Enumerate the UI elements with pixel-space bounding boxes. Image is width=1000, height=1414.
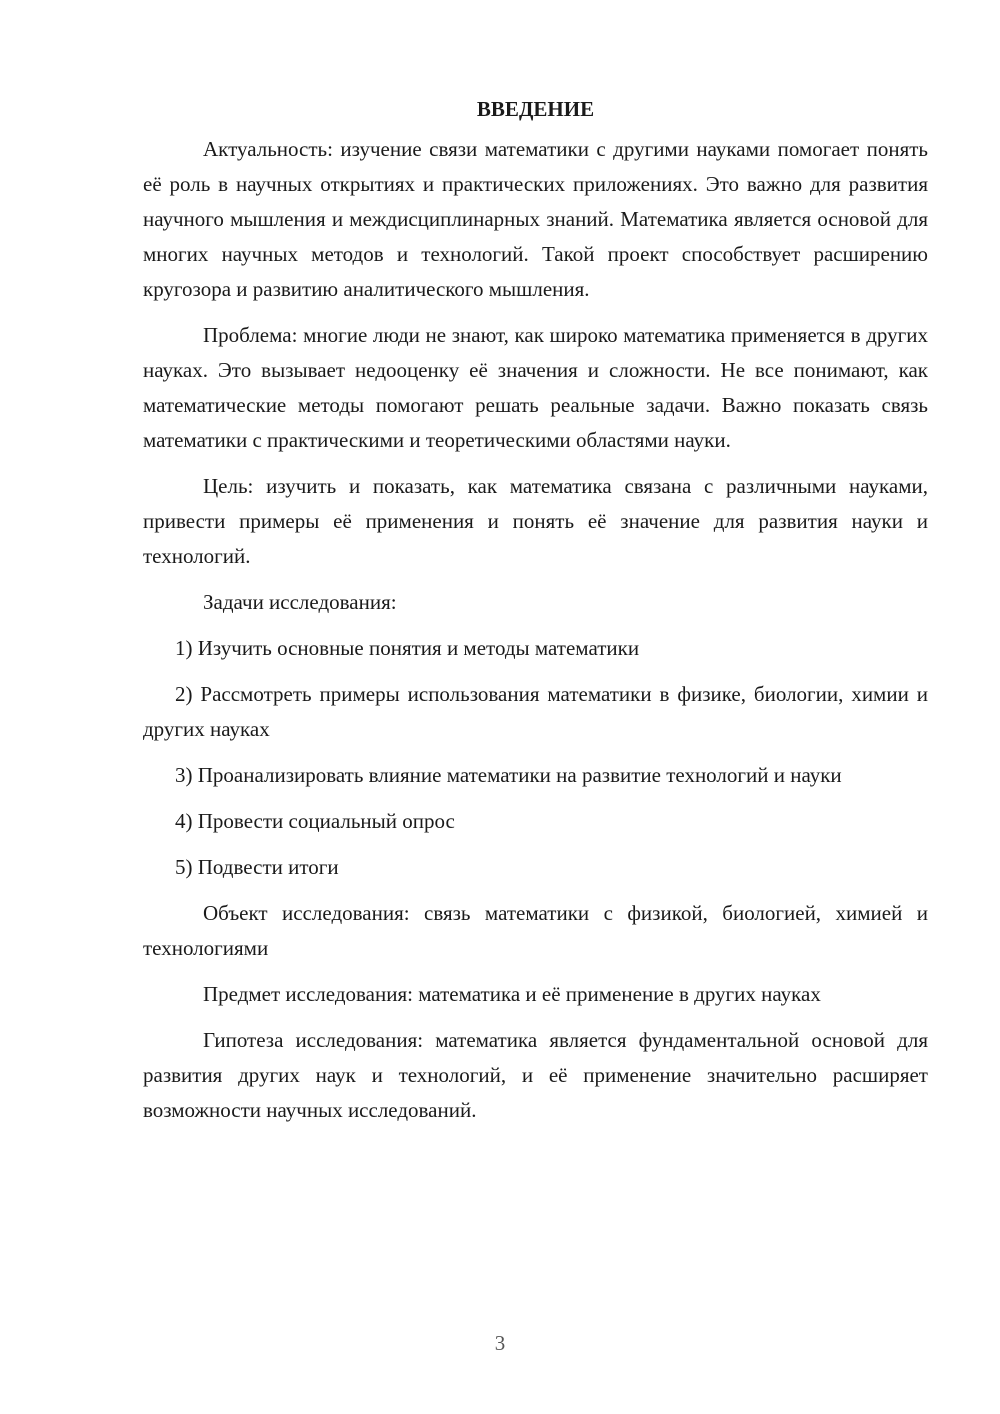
paragraph-subject: Предмет исследования: математика и её применение в других науках — [203, 982, 821, 1006]
document-page — [143, 92, 928, 1128]
tasks-list — [143, 631, 928, 885]
list-item: 2) Рассмотреть примеры использования математики в физике, биологии, химии и других науках — [143, 682, 928, 741]
tasks-heading: Задачи исследования: — [203, 590, 397, 614]
paragraph-goal: Цель: изучить и показать, как математика связана с различными науками, привести примеры её применения и понять её значение для развития науки и технологий. — [143, 474, 928, 568]
paragraph-hypothesis: Гипотеза исследования: математика является фундаментальной основой для развития других наук и технологий, и её применение значительно расширяет возможности научных исследований. — [143, 1028, 928, 1122]
list-item: 1) Изучить основные понятия и методы математики — [175, 636, 640, 660]
list-item: 4) Провести социальный опрос — [175, 809, 455, 833]
section-title: ВВЕДЕНИЕ — [476, 97, 595, 121]
list-item: 3) Проанализировать влияние математики на развитие технологий и науки — [175, 763, 842, 787]
paragraph-problem: Проблема: многие люди не знают, как широко математика применяется в других науках. Это вызывает недооценку её значения и сложности. Не все понимают, как математические методы помогают решать реальные задачи. Важно показать связь математики с практическими и теоретическими областями науки. — [143, 323, 928, 452]
paragraph-relevance: Актуальность: изучение связи математики с другими науками помогает понять её роль в научных открытиях и практических приложениях. Это важно для развития научного мышления и междисциплинарных знаний. Математика является основой для многих научных методов и технологий. Такой проект способствует расширению кругозора и развитию аналитического мышления. — [143, 137, 928, 301]
paragraph-object: Объект исследования: связь математики с физикой, биологией, химией и технологиями — [143, 901, 928, 960]
list-item: 5) Подвести итоги — [175, 855, 339, 879]
page-number: 3 — [494, 1331, 506, 1355]
